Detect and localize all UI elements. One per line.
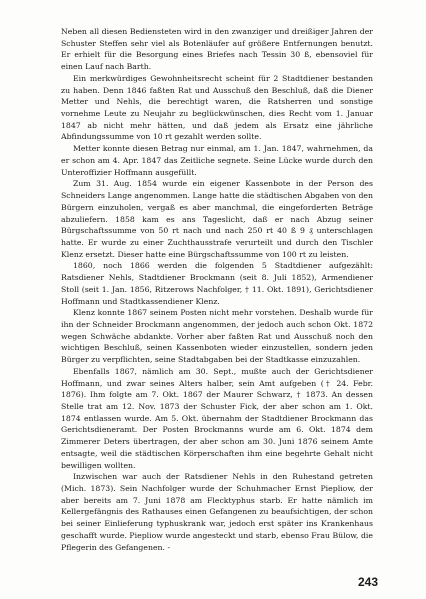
paragraph: Neben all diesen Bediensteten wird in den zwanziger und dreißiger Jahren der Schuster Steffen sehr viel als Botenläufer auf größere Entfernungen benutzt. Er erhielt für die Besorgung eines Briefes nach Tessin 30 ß, ebensoviel für einen Lauf nach Barth. <box>61 27 373 72</box>
paragraph: Inzwischen war auch der Ratsdiener Nehls in den Ruhestand getreten (Mich. 1873). Sein Nachfolger wurde der Schuhmacher Ernst Piepliow, der aber bereits am 7. Juni 1878 am Flecktyphus starb. Er hatte nämlich im Kellergefängnis des Rathauses einen Gefangenen zu beaufsichtigen, der schon bei seiner Einlieferung typhuskrank war, jedoch erst später ins Krankenhaus geschafft wurde. Piepliow wurde angesteckt und starb, ebenso Frau Bülow, die Pflegerin des Gefangenen. - <box>61 472 373 552</box>
page-number: 243 <box>357 575 378 589</box>
paragraph: Ein merkwürdiges Gewohnheitsrecht scheint für 2 Stadtdiener bestanden zu haben. Denn 1846 faßten Rat und Ausschuß den Beschluß, daß die Diener Metter und Nehls, die berechtigt waren, die Ratsherren und sonstige vornehme Leute zu Neujahr zu beglückwünschen, dies Recht vom 1. Januar 1847 ab nicht mehr hätten, und daß jedem als Ersatz eine jährliche Abfindungssumme von 10 rt gezahlt werden sollte. <box>61 73 373 142</box>
paragraph: Metter konnte diesen Betrag nur einmal, am 1. Jan. 1847, wahrnehmen, da er schon am 4. Apr. 1847 das Zeitliche segnete. Seine Lücke wurde durch den Unteroffizier Hoffmann ausgefüllt. <box>61 144 373 177</box>
paragraph: Zum 31. Aug. 1854 wurde ein eigener Kassenbote in der Person des Schneiders Lange angenommen. Lange hatte die städtischen Abgaben von den Bürgern einzuholen, vergaß es aber manchmal, die eingeforderten Beträge abzuliefern. 1858 kam es ans Tageslicht, daß er nach Abzug seiner Bürgschaftssumme von 50 rt nach und nach 250 rt 40 ß 9 ₰ unterschlagen hatte. Er wurde zu einer Zuchthausstrafe verurteilt und durch den Tischler Klenz ersetzt. Dieser hatte eine Bürgschaftssumme von 100 rt zu leisten. <box>61 179 373 259</box>
paragraph: 1860, noch 1866 werden die folgenden 5 Stadtdiener aufgezählt: Ratsdiener Nehls, Stadtdiener Brockmann (seit 8. Juli 1852), Armendiener Stoll (seit 1. Jan. 1856, Ritzerows Nachfolger, † 11. Okt. 1891), Gerichtsdiener Hoffmann und Stadtkassendiener Klenz. <box>61 261 373 306</box>
paragraph: Ebenfalls 1867, nämlich am 30. Sept., mußte auch der Gerichtsdiener Hoffmann, und zwar seines Alters halber, sein Amt aufgeben († 24. Febr. 1876). Ihm folgte am 7. Okt. 1867 der Maurer Schwarz, † 1873. An dessen Stelle trat am 12. Nov. 1873 der Schuster Fick, der aber schon am 1. Okt. 1874 entlassen wurde. Am 5. Okt. übernahm der Stadtdiener Brockmann das Gerichtsdieneramt. Der Posten Brockmanns wurde am 6. Okt. 1874 dem Zimmerer Deters übertragen, der aber schon am 30. Juni 1876 seinem Amte entsagte, weil die städtischen Körperschaften ihm eine begehrte Gehalt nicht bewilligen wollten. <box>61 366 373 470</box>
paragraph: Klenz konnte 1867 seinem Posten nicht mehr vorstehen. Deshalb wurde für ihn der Schneider Brockmann angenommen, der jedoch auch schon Okt. 1872 wegen Schwäche abdankte. Vorher aber faßten Rat und Ausschuß noch den wichtigen Beschluß, seinen Kassenboten wieder einzustellen, sondern jeden Bürger zu verpflichten, seine Stadtabgaben bei der Stadtkasse einzuzahlen. <box>61 308 373 365</box>
body-text <box>61 26 373 553</box>
